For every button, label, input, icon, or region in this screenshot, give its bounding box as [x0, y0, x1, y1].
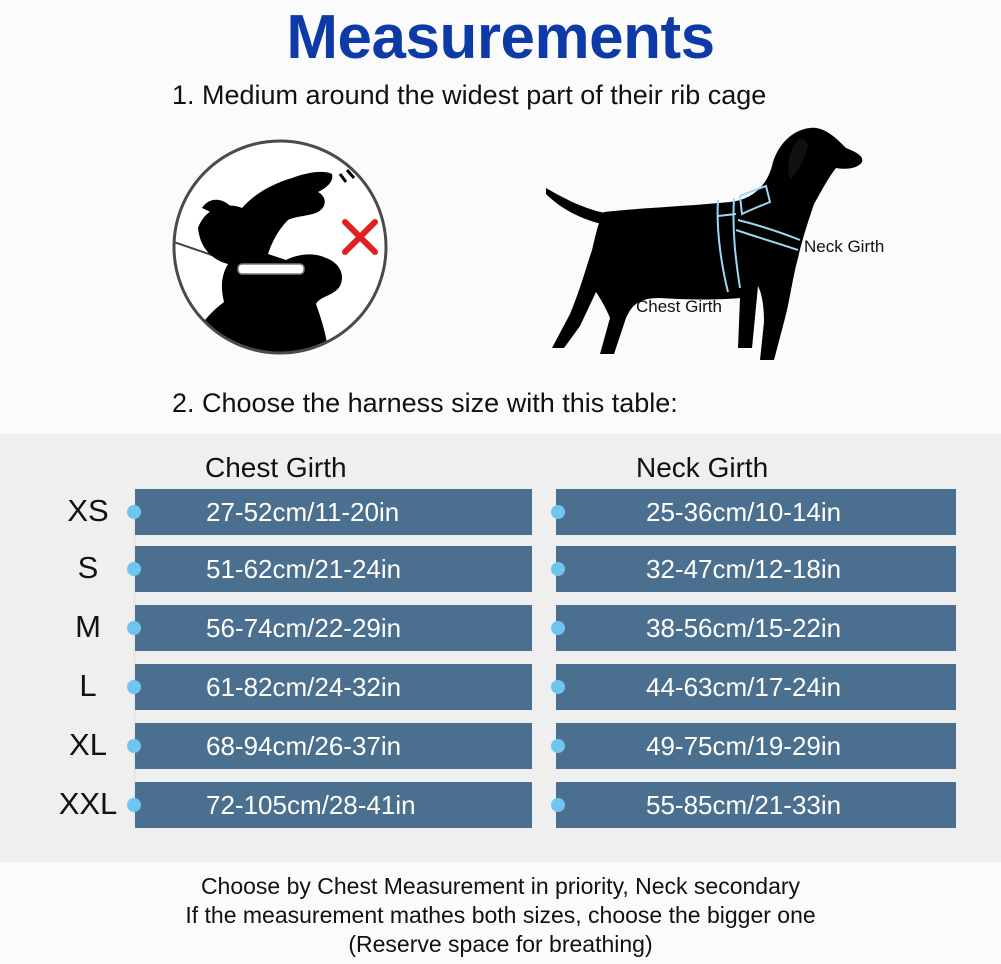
size-label: XS	[67, 493, 109, 528]
size-label: L	[79, 668, 97, 703]
neck-range-bar: 44-63cm/17-24in	[556, 664, 956, 710]
size-label: XXL	[58, 786, 118, 821]
neck-range-bar: 32-47cm/12-18in	[556, 546, 956, 592]
chest-range-bar: 56-74cm/22-29in	[135, 605, 532, 651]
chest-bullet-dot	[127, 562, 141, 576]
neck-girth-label: Neck Girth	[804, 237, 885, 256]
chest-bullet-dot	[127, 680, 141, 694]
neck-bullet-dot	[551, 562, 565, 576]
neck-range-bar: 38-56cm/15-22in	[556, 605, 956, 651]
chest-bullet-dot	[127, 739, 141, 753]
step-one-instruction: 1. Medium around the widest part of their rib cage	[172, 80, 767, 110]
neck-bullet-dot	[551, 505, 565, 519]
chest-bullet-dot	[127, 798, 141, 812]
size-label: S	[77, 550, 99, 585]
priority-note: Choose by Chest Measurement in priority, Neck secondary	[200, 873, 801, 899]
neck-range-bar: 25-36cm/10-14in	[556, 489, 956, 535]
neck-girth-header: Neck Girth	[636, 452, 769, 483]
collar-warning-illustration	[168, 136, 398, 358]
page-title: Measurements	[286, 3, 715, 72]
neck-range-bar: 55-85cm/21-33in	[556, 782, 956, 828]
neck-bullet-dot	[551, 739, 565, 753]
chest-bullet-dot	[127, 621, 141, 635]
chest-girth-label: Chest Girth	[636, 297, 722, 316]
chest-girth-header: Chest Girth	[205, 452, 347, 483]
chest-bullet-dot	[127, 505, 141, 519]
size-label: M	[75, 609, 101, 644]
chest-range-bar: 72-105cm/28-41in	[135, 782, 532, 828]
neck-bullet-dot	[551, 798, 565, 812]
breathing-note: (Reserve space for breathing)	[348, 931, 653, 957]
size-label: XL	[69, 727, 107, 762]
chest-range-bar: 61-82cm/24-32in	[135, 664, 532, 710]
chest-range-bar: 27-52cm/11-20in	[135, 489, 532, 535]
step-two-instruction: 2. Choose the harness size with this table:	[172, 388, 678, 418]
neck-bullet-dot	[551, 680, 565, 694]
chest-range-bar: 51-62cm/21-24in	[135, 546, 532, 592]
neck-bullet-dot	[551, 621, 565, 635]
neck-range-bar: 49-75cm/19-29in	[556, 723, 956, 769]
bigger-size-note: If the measurement mathes both sizes, choose the bigger one	[185, 902, 816, 928]
chest-range-bar: 68-94cm/26-37in	[135, 723, 532, 769]
